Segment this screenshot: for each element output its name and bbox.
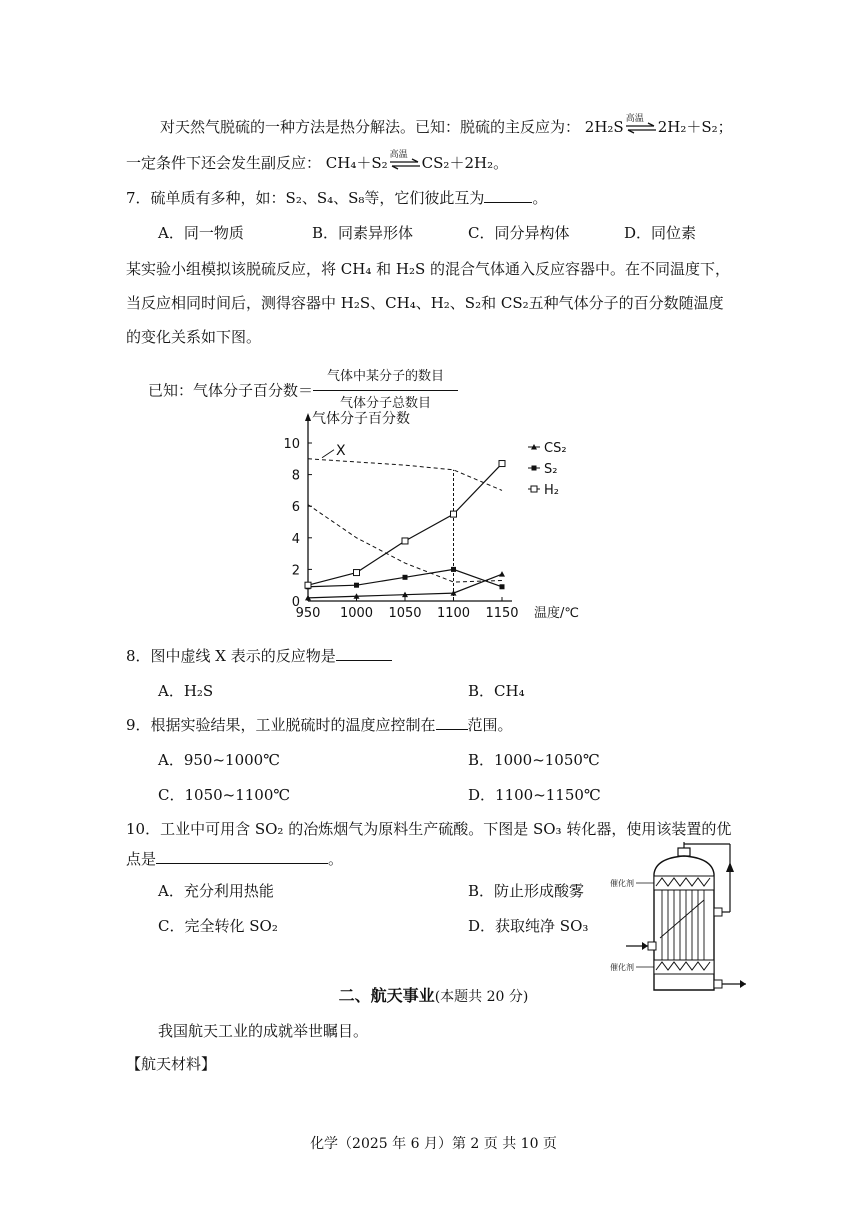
- formula-label: 已知：气体分子百分数＝: [148, 381, 314, 400]
- y-tick-label: 4: [291, 531, 300, 547]
- q10-stem2-end: 。: [328, 850, 344, 868]
- q7-stem-end: 。: [532, 189, 548, 207]
- main-reaction-right: 2H₂＋S₂；: [657, 118, 733, 136]
- answer-blank[interactable]: [336, 646, 392, 661]
- q10-option-a: A．充分利用热能: [158, 882, 274, 900]
- data-point: [451, 567, 456, 572]
- q8-stem: [126, 645, 392, 667]
- q7-option-d: D．同位素: [624, 224, 697, 242]
- answer-blank[interactable]: [156, 849, 328, 864]
- x-tick-label: 1100: [436, 606, 471, 621]
- data-point: [402, 538, 408, 544]
- data-point: [354, 583, 359, 588]
- side-reaction-condition: 高温: [389, 150, 408, 160]
- legend-label: S₂: [544, 462, 558, 477]
- q7-stem-text: 7．硫单质有多种，如：S₂、S₄、S₈等，它们彼此互为: [126, 189, 485, 207]
- data-point: [403, 575, 408, 580]
- side-reaction-left: CH₄＋S₂: [325, 154, 388, 172]
- q9-stem-end: 范围。: [467, 716, 513, 734]
- y-tick-label: 2: [291, 563, 300, 579]
- equilibrium-arrow-icon: [388, 150, 422, 171]
- intro-line-2: [126, 152, 508, 174]
- equilibrium-arrow-icon: [624, 114, 658, 135]
- q10-stem2-text: 点是: [126, 850, 157, 868]
- q9-option-b: B．1000~1050℃: [468, 751, 600, 769]
- formula-denominator: 气体分子总数目: [340, 396, 432, 411]
- q10-option-c: C．完全转化 SO₂: [158, 917, 278, 935]
- legend-marker: [531, 486, 537, 492]
- q9-stem-text: 9．根据实验结果，工业脱硫时的温度应控制在: [126, 716, 436, 734]
- x-tick-label: 950: [295, 606, 321, 621]
- legend-marker: [532, 466, 537, 471]
- data-point: [499, 571, 505, 577]
- x-axis-label: 温度/℃: [534, 606, 579, 621]
- q8-stem-text: 8．图中虚线 X 表示的反应物是: [126, 647, 336, 665]
- q7-option-c: C．同分异构体: [468, 224, 570, 242]
- y-tick-label: 8: [291, 468, 300, 484]
- data-point: [305, 582, 311, 588]
- data-point: [500, 584, 505, 589]
- formula-numerator: 气体中某分子的数目: [313, 366, 458, 391]
- y-axis-label: 气体分子百分数: [312, 411, 410, 427]
- q10-stem-2: [126, 848, 343, 870]
- catalyst-label-bottom: 催化剂: [610, 963, 634, 972]
- page-footer: 化学（2025 年 6 月）第 2 页 共 10 页: [310, 1136, 557, 1152]
- main-reaction-condition: 高温: [625, 114, 644, 124]
- main-reaction-left: 2H₂S: [584, 118, 624, 136]
- q8-option-a: A．H₂S: [158, 682, 214, 700]
- q10-stem: 10．工业中可用含 SO₂ 的冶炼烟气为原料生产硫酸。下图是 SO₃ 转化器，使用该装置的优: [126, 820, 732, 838]
- q7-stem: [126, 187, 547, 209]
- section-2-title: 二、航天事业: [338, 986, 435, 1005]
- q10-option-b: B．防止形成酸雾: [468, 882, 585, 900]
- arrow-right-icon: [642, 942, 648, 950]
- q9-option-c: C．1050~1100℃: [158, 786, 291, 804]
- y-tick-label: 10: [283, 437, 300, 452]
- legend-label: CS₂: [544, 441, 567, 456]
- legend-label: H₂: [544, 483, 559, 498]
- arrow-up-icon: [726, 862, 734, 872]
- q8-option-b: B．CH₄: [468, 682, 525, 700]
- data-point: [354, 570, 360, 576]
- annotation-x: X: [336, 442, 346, 459]
- side-reaction-right: CS₂＋2H₂。: [421, 154, 509, 172]
- q7-option-a: A．同一物质: [158, 224, 244, 242]
- data-point: [499, 461, 505, 467]
- section-2-score: (本题共 20 分): [434, 989, 529, 1005]
- answer-blank[interactable]: [436, 715, 468, 730]
- material-heading: 【航天材料】: [126, 1055, 217, 1073]
- x-tick-label: 1150: [485, 606, 519, 621]
- experiment-line-2: 当反应相同时间后，测得容器中 H₂S、CH₄、H₂、S₂和 CS₂五种气体分子的百分数随温度: [126, 294, 724, 312]
- top-outlet-icon: [678, 848, 690, 856]
- q9-option-a: A．950~1000℃: [158, 751, 280, 769]
- intro-line-1: [160, 116, 733, 138]
- so3-converter-diagram: [608, 842, 750, 994]
- section-2-heading: [0, 983, 867, 1006]
- q7-option-b: B．同素异形体: [312, 224, 414, 242]
- experiment-line-3: 的变化关系如下图。: [126, 328, 262, 346]
- gas-percentage-chart: [270, 405, 600, 630]
- q9-stem: [126, 714, 513, 736]
- series-line-3: [308, 459, 502, 491]
- annotation-x-leader: [322, 450, 334, 458]
- catalyst-label-top: 催化剂: [610, 879, 634, 888]
- intro-text-1: 对天然气脱硫的一种方法是热分解法。已知：脱硫的主反应为：: [160, 118, 581, 136]
- x-tick-label: 1000: [339, 606, 374, 621]
- y-axis-arrow-icon: [305, 413, 311, 421]
- intro-text-2: 一定条件下还会发生副反应：: [126, 154, 322, 172]
- y-tick-label: 6: [291, 500, 300, 516]
- answer-blank[interactable]: [484, 188, 532, 203]
- y-tick-label: 0: [291, 595, 300, 610]
- q9-option-d: D．1100~1150℃: [468, 786, 601, 804]
- experiment-line-1: 某实验小组模拟该脱硫反应，将 CH₄ 和 H₂S 的混合气体通入反应容器中。在不同温度下，: [126, 260, 731, 278]
- q10-option-d: D．获取纯净 SO₃: [468, 917, 589, 935]
- x-tick-label: 1050: [388, 606, 422, 621]
- section-2-intro: 我国航天工业的成就举世瞩目。: [158, 1022, 369, 1040]
- data-point: [451, 511, 457, 517]
